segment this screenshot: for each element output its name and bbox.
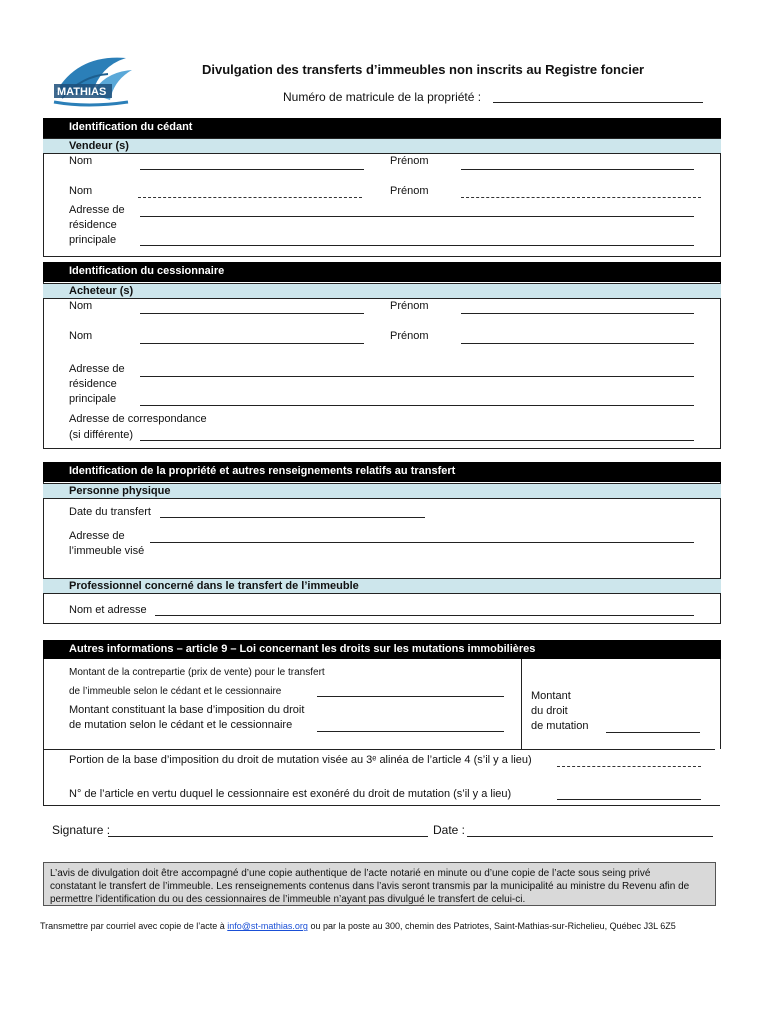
cessionnaire-adresse-label-2: résidence: [69, 378, 117, 390]
propriete-subheader: Personne physique: [43, 483, 721, 499]
cessionnaire-corr-field[interactable]: [140, 440, 694, 441]
autres-right-border: [720, 659, 721, 749]
cedant-header: Identification du cédant: [43, 118, 721, 138]
cedant-adresse-label-1: Adresse de: [69, 204, 125, 216]
cedant-nom1-label: Nom: [69, 155, 93, 167]
base-imposition-label-2: de mutation selon le cédant et le cessionnaire: [69, 719, 293, 731]
cedant-nom2-label: Nom: [69, 185, 93, 197]
cedant-adresse-label-3: principale: [69, 234, 117, 246]
cessionnaire-adresse-field-2[interactable]: [140, 405, 694, 406]
matricule-label: Numéro de matricule de la propriété :: [283, 90, 482, 104]
cedant-prenom2-label: Prénom: [390, 185, 429, 197]
signature-date-label: Date :: [433, 823, 466, 837]
portion-field[interactable]: [557, 766, 701, 767]
professionnel-label: Nom et adresse: [69, 604, 147, 616]
exonere-label: N° de l’article en vertu duquel le cessionnaire est exonéré du droit de mutation (s’il y a lieu): [69, 788, 512, 800]
immeuble-label-2: l’immeuble visé: [69, 545, 145, 557]
professionnel-subheader: Professionnel concerné dans le transfert de l’immeuble: [43, 578, 721, 594]
contrepartie-label-1: Montant de la contrepartie (prix de vente) pour le transfert: [69, 667, 325, 678]
cessionnaire-corr-label-2: (si différente): [69, 429, 133, 441]
immeuble-label-1: Adresse de: [69, 530, 125, 542]
page-title: Divulgation des transferts d’immeubles non inscrits au Registre foncier: [202, 62, 645, 77]
cessionnaire-prenom1-field[interactable]: [461, 313, 694, 314]
professionnel-field[interactable]: [155, 615, 694, 616]
cessionnaire-prenom2-field[interactable]: [461, 343, 694, 344]
cessionnaire-nom1-field[interactable]: [140, 313, 364, 314]
cessionnaire-adresse-field-1[interactable]: [140, 376, 694, 377]
cessionnaire-adresse-label-1: Adresse de: [69, 363, 125, 375]
cessionnaire-subheader: Acheteur (s): [43, 283, 721, 299]
autres-bottom-border: [43, 805, 720, 806]
montant-droit-label-2: du droit: [531, 705, 568, 717]
autres-header: Autres informations – article 9 – Loi concernant les droits sur les mutations immobilières: [43, 640, 721, 659]
cedant-adresse-field-2[interactable]: [140, 245, 694, 246]
montant-droit-label-3: de mutation: [531, 720, 589, 732]
footer-text-after: ou par la poste au 300, chemin des Patriotes, Saint-Mathias-sur-Richelieu, Québec J3L 6Z5: [307, 921, 676, 931]
cedant-prenom2-field[interactable]: [461, 197, 701, 198]
date-transfert-label: Date du transfert: [69, 506, 151, 518]
signature-label: Signature :: [52, 823, 111, 837]
logo-text: MATHIAS: [57, 86, 107, 98]
cedant-adresse-field-1[interactable]: [140, 216, 694, 217]
cessionnaire-prenom1-label: Prénom: [390, 300, 429, 312]
contrepartie-field[interactable]: [317, 696, 504, 697]
montant-droit-field[interactable]: [606, 732, 700, 733]
cedant-nom2-field[interactable]: [138, 197, 362, 198]
autres-left-border: [43, 659, 44, 805]
footer-text-before: Transmettre par courriel avec copie de l’acte à: [40, 921, 228, 931]
notice-box: [43, 862, 716, 906]
base-imposition-label-1: Montant constituant la base d’imposition du droit: [69, 704, 305, 716]
municipality-logo: [48, 52, 134, 110]
notice-line-3: permettre l’identification du ou des cessionnaires de l’immeuble n’ayant pas divulgué le transfert de celui-ci.: [50, 894, 526, 905]
immeuble-field[interactable]: [150, 542, 694, 543]
cedant-subheader: Vendeur (s): [43, 138, 721, 154]
exonere-field[interactable]: [557, 799, 701, 800]
cessionnaire-nom2-label: Nom: [69, 330, 93, 342]
portion-label: Portion de la base d’imposition du droit de mutation visée au 3ᵉ alinéa de l’article 4 (s’il y a lieu): [69, 754, 532, 766]
montant-droit-label-1: Montant: [531, 690, 571, 702]
autres-column-divider: [521, 659, 522, 749]
cessionnaire-prenom2-label: Prénom: [390, 330, 429, 342]
cessionnaire-nom1-label: Nom: [69, 300, 93, 312]
notice-line-2: constatant le transfert de l’immeuble. Les renseignements contenus dans l’avis seront transmis par la municipalité au ministre du Revenu afin de: [50, 881, 690, 892]
cessionnaire-header: Identification du cessionnaire: [43, 262, 721, 282]
cessionnaire-corr-label-1: Adresse de correspondance: [69, 413, 207, 425]
cedant-prenom1-field[interactable]: [461, 169, 694, 170]
footer-instructions: [40, 920, 676, 933]
cedant-adresse-label-2: résidence: [69, 219, 117, 231]
cedant-nom1-field[interactable]: [140, 169, 364, 170]
propriete-header: Identification de la propriété et autres renseignements relatifs au transfert: [43, 462, 721, 482]
contrepartie-label-2: de l’immeuble selon le cédant et le cessionnaire: [69, 686, 282, 697]
signature-field[interactable]: [108, 836, 428, 837]
cessionnaire-nom2-field[interactable]: [140, 343, 364, 344]
cedant-prenom1-label: Prénom: [390, 155, 429, 167]
date-transfert-field[interactable]: [160, 517, 425, 518]
notice-line-1: L’avis de divulgation doit être accompagné d’une copie authentique de l’acte notarié en minute ou d’une copie de l’acte sous seing privé: [50, 868, 651, 879]
signature-date-field[interactable]: [467, 836, 713, 837]
autres-row-divider: [43, 749, 715, 750]
base-imposition-field[interactable]: [317, 731, 504, 732]
email-link[interactable]: info@st-mathias.org: [227, 921, 308, 931]
cessionnaire-adresse-label-3: principale: [69, 393, 117, 405]
matricule-field[interactable]: [493, 102, 703, 103]
